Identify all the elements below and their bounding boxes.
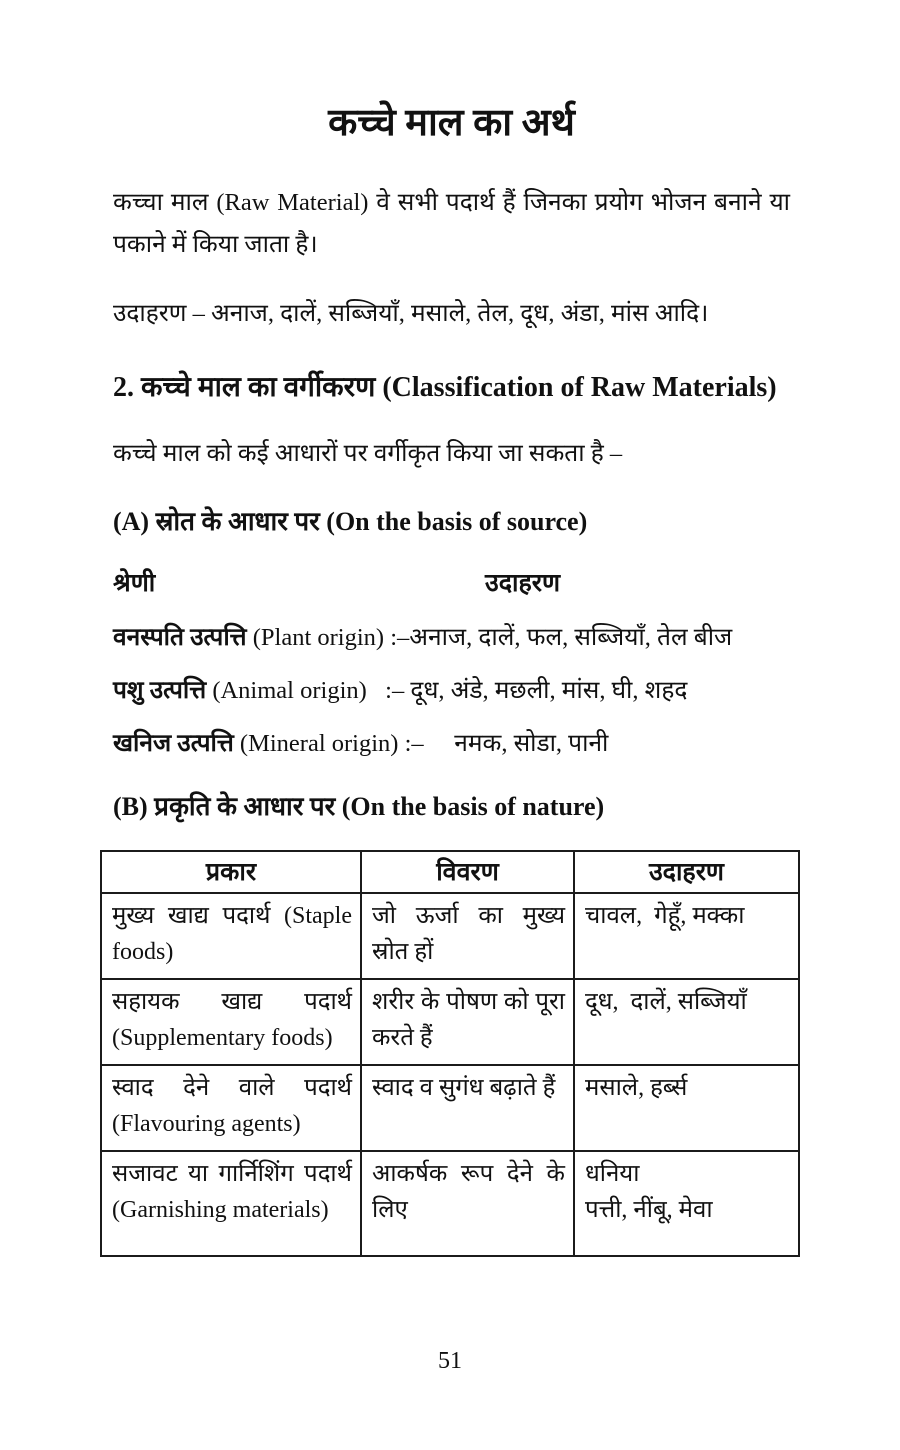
table-row-garnishing-materials (101, 1151, 799, 1256)
nature-classification-table (100, 850, 800, 1257)
source-item-examples: :– दूध, अंडे, मछली, मांस, घी, शहद (385, 677, 688, 705)
section-2-heading: 2. कच्चे माल का वर्गीकरण (Classification of Raw Materials) (113, 372, 777, 404)
table-header-row (101, 851, 799, 893)
cell-type: सजावट या गार्निशिंग पदार्थ (Garnishing materials) (101, 1151, 361, 1256)
table-header-examples: उदाहरण (574, 851, 799, 893)
examples-column-label: उदाहरण (485, 570, 561, 598)
source-item-animal (113, 675, 790, 707)
cell-examples: धनिया पत्ती, नींबू, मेवा (574, 1151, 799, 1256)
cell-description: जो ऊर्जा का मुख्य स्रोत हों (361, 893, 574, 979)
category-column-label: श्रेणी (113, 570, 156, 598)
cell-type: मुख्य खाद्य पदार्थ (Staple foods) (101, 893, 361, 979)
source-item-origin-en: (Mineral origin) (233, 729, 405, 757)
cell-type: स्वाद देने वाले पदार्थ (Flavouring agents) (101, 1065, 361, 1151)
source-item-label: पशु उत्पत्ति (113, 677, 207, 705)
intro-examples-line: उदाहरण – अनाज, दालें, सब्जियाँ, मसाले, तेल, दूध, अंडा, मांस आदि। (113, 300, 709, 328)
source-item-label: वनस्पति उत्पत्ति (113, 624, 247, 652)
source-item-examples: :–अनाज, दालें, फल, सब्जियाँ, तेल बीज (390, 624, 733, 652)
cell-description: शरीर के पोषण को पूरा करते हैं (361, 979, 574, 1065)
page-title: कच्चे माल का अर्थ (328, 102, 575, 144)
table-row-supplementary-foods (101, 979, 799, 1065)
cell-description: आकर्षक रूप देने के लिए (361, 1151, 574, 1256)
source-item-label: खनिज उत्पत्ति (113, 729, 234, 757)
cell-type: सहायक खाद्य पदार्थ (Supplementary foods) (101, 979, 361, 1065)
document-page (0, 100, 900, 1450)
source-item-mineral (113, 728, 790, 760)
section-2-intro: कच्चे माल को कई आधारों पर वर्गीकृत किया जा सकता है – (113, 439, 623, 467)
table-header-description: विवरण (361, 851, 574, 893)
cell-examples: चावल, गेहूँ, मक्का (574, 893, 799, 979)
source-item-examples: :– नमक, सोडा, पानी (404, 729, 609, 757)
source-item-origin-en: (Animal origin) (206, 677, 386, 705)
cell-examples: मसाले, हर्ब्स (574, 1065, 799, 1151)
intro-paragraph: कच्चा माल (Raw Material) वे सभी पदार्थ हैं जिनका प्रयोग भोजन बनाने या पकाने में किया जाता है। (113, 188, 790, 259)
source-list-header (113, 565, 790, 601)
part-a-heading: (A) स्रोत के आधार पर (On the basis of source) (113, 507, 588, 537)
cell-description: स्वाद व सुगंध बढ़ाते हैं (361, 1065, 574, 1151)
part-b-heading: (B) प्रकृति के आधार पर (On the basis of nature) (113, 791, 605, 821)
table-row-staple-foods (101, 893, 799, 979)
table-header-type: प्रकार (101, 851, 361, 893)
source-item-origin-en: (Plant origin) (246, 624, 391, 652)
page-number: 51 (438, 1348, 462, 1374)
source-item-plant (113, 622, 790, 654)
cell-examples: दूध, दालें, सब्जियाँ (574, 979, 799, 1065)
table-row-flavouring-agents (101, 1065, 799, 1151)
